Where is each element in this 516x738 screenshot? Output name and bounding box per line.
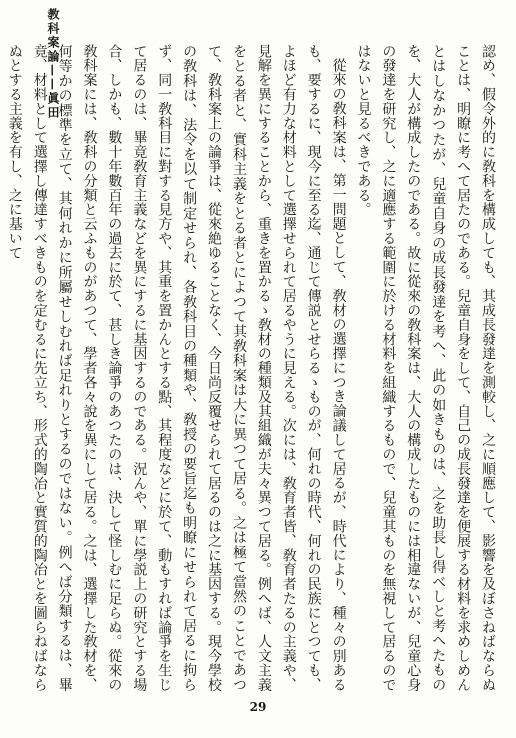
page-number: 29 — [249, 700, 267, 714]
body-paragraph: 從來の敎科案は、第一問題として、敎材の選擇につき論議して居るが、時代により、種々の別あるも、要するに、現今に至る迄、通じて傳説とせらるゝものが、何れの時代、何れの民族にとつても、よほど有力な材料として選擇せられて居るやうに見える。次には、敎育者皆、敎育者たるの主義や、見解を異にすることから、重きを置かるゝ敎材の種類及其組織が夫々異つて居る。例へば、人文主義をとる者と、實科主義をとる者とによつて其敎科案は大に異つて居る。之は極て當然のことであつて、敎科案上の論爭は、從來絶ゆることなく、今日尚反覆せられて居るのは之に基因する。現今學校の敎科は、法令を以て制定せられ、各敎科目の種類や、敎授の要旨迄も明瞭にせられて居るに拘らず、同一敎科目に對する見方や、其重を置かんとする點、其程度などに於て、動もすれば論爭を生じて居るのは、畢竟敎育主義などを異にするに基因するのである。況んや、單に學説上の研究とする場合、しかも、數十年數百年の過去に於て、甚しき論爭のあつたのは、決して怪しむに足らぬ。從來の敎科案には、敎科の分類と云ふものがあつて、學者各々說を異にして居る。之は、選擇した敎材を、何等かの標準を立て、其何れかに所屬せしむれば足れりとするのではない。例へば分類するは、畢竟、材料として選擇し傳達すべきものを定むるに先立ち、形式的陶冶と實質的陶冶とを圖らねばならぬとする主義を有し、之に基いて — [6, 44, 347, 692]
body-paragraph: 認め、假令外的に敎科を構成しても、其成長發達を測較し、之に順應して、影響を及ぼさねばならぬことは、明瞭に考へて居たのである。兒童自身をして、自己の成長發達を便展する材料を求めしめんとはしなかつたが、兒童自身の成長發達を考へ、此の如きものは、之を助長し得べしと考へたものを、大人が構成したのである。故に從來の敎科案は、大人の構成したものには相違ないが、兒童心身の發達を研究し、之に適應する範圍に於ける材料を組織するもので、兒童其ものを無視して居るのではないと見るべきである。 — [355, 44, 496, 692]
body-text — [6, 44, 500, 692]
running-header: 教科案論——眞田 — [46, 8, 60, 120]
